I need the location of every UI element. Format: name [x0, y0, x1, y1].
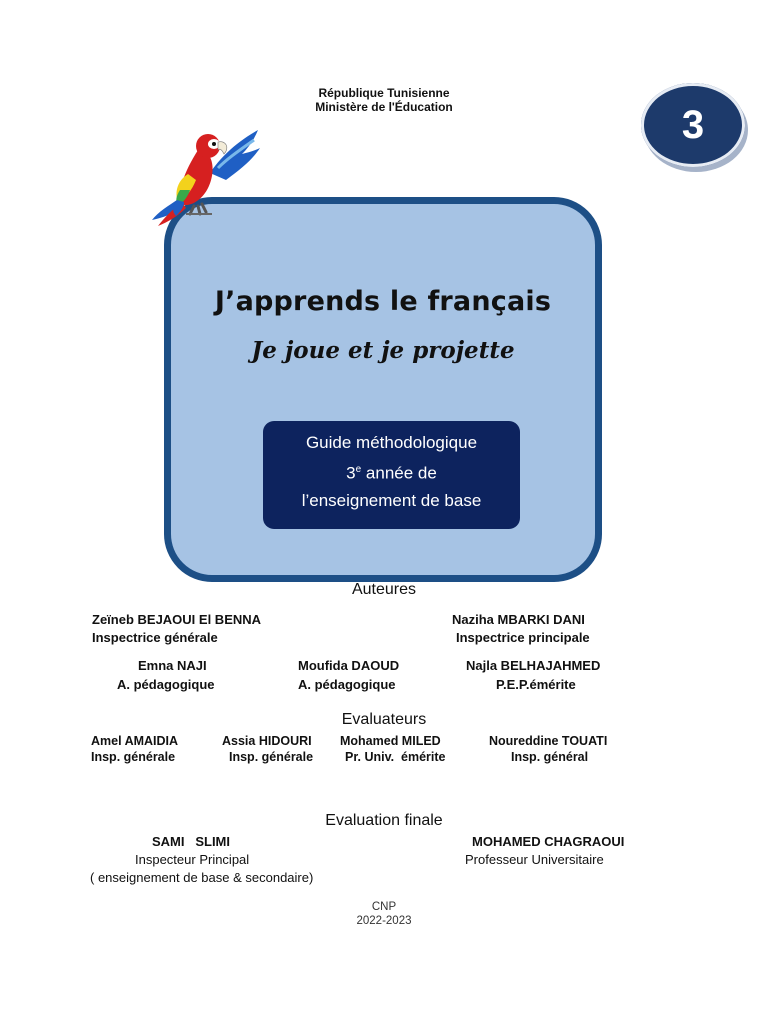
country-name: République Tunisienne [318, 86, 450, 100]
author-name: Moufida DAOUD [298, 658, 400, 673]
ministry-name: Ministère de l'Éducation [315, 100, 453, 114]
guide-title: Guide méthodologique [305, 433, 478, 452]
author-role: A. pédagogique [298, 677, 396, 692]
author-role: Inspectrice générale [92, 630, 218, 645]
parrot-illustration [150, 128, 265, 228]
author-name: Naziha MBARKI DANI [452, 612, 585, 627]
guide-grade-text: année de [361, 463, 437, 483]
book-subtitle: Je joue et je projette [251, 337, 515, 364]
author-role: A. pédagogique [117, 677, 215, 692]
evaluator-role: Insp. général [511, 750, 589, 764]
publisher: CNP [371, 901, 397, 913]
evaluator-name: Noureddine TOUATI [489, 734, 608, 748]
guide-box [263, 421, 520, 529]
final-evaluator-note: ( enseignement de base & secondaire) [90, 870, 314, 885]
evaluator-role: Insp. générale [91, 750, 176, 764]
evaluator-role: Pr. Univ. émérite [345, 750, 446, 764]
author-role: P.E.P.émérite [496, 677, 576, 692]
guide-level: l’enseignement de base [301, 490, 482, 510]
evaluator-name: Amel AMAIDIA [91, 734, 179, 748]
evaluator-name: Assia HIDOURI [222, 734, 312, 748]
final-evaluation-heading: Evaluation finale [325, 812, 443, 829]
evaluator-name: Mohamed MILED [340, 734, 441, 748]
guide-grade-line [263, 456, 520, 487]
final-evaluator-name: MOHAMED CHAGRAOUI [472, 834, 625, 849]
author-name: Emna NAJI [138, 658, 207, 673]
final-evaluator-role: Professeur Universitaire [465, 852, 604, 867]
book-title: J’apprends le français [214, 286, 552, 317]
guide-grade-number: 3 [346, 463, 356, 483]
final-evaluator-role: Inspecteur Principal [135, 852, 250, 867]
final-evaluator-name: SAMI SLIMI [152, 834, 230, 849]
evaluators-heading: Evaluateurs [341, 711, 427, 728]
grade-badge: 3 [641, 83, 745, 167]
author-name: Najla BELHAJAHMED [466, 658, 601, 673]
school-year: 2022-2023 [356, 915, 412, 927]
authors-heading: Auteures [351, 581, 417, 598]
author-name: Zeïneb BEJAOUI El BENNA [92, 612, 262, 627]
author-role: Inspectrice principale [456, 630, 590, 645]
guide-grade-suffix: e [355, 464, 362, 475]
evaluator-role: Insp. générale [229, 750, 314, 764]
